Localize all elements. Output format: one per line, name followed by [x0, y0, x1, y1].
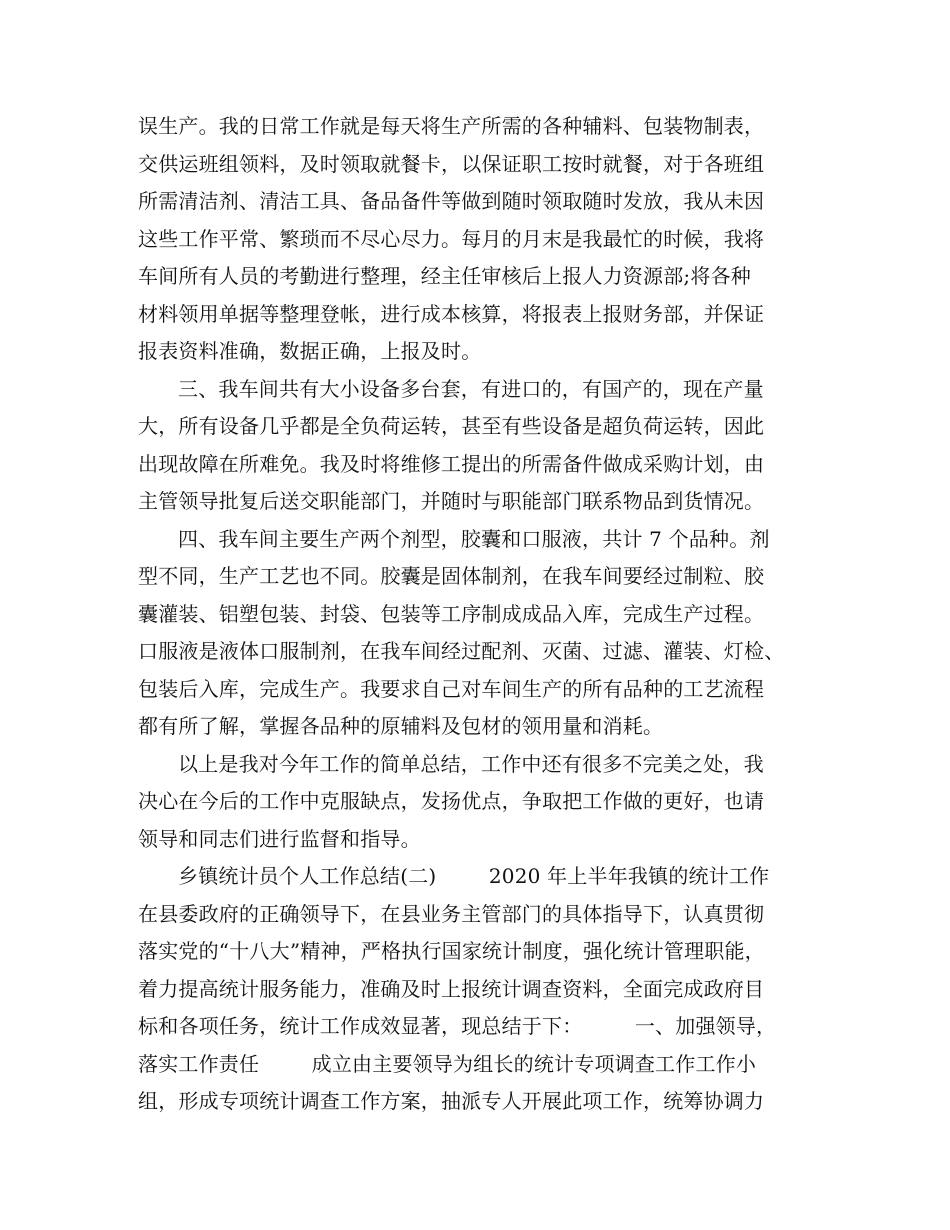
text-line: 四、我车间主要生产两个剂型，胶囊和口服液，共计 7 个品种。剂 — [178, 526, 770, 551]
text-line: 乡镇统计员个人工作总结(二) 2020 年上半年我镇的统计工作 — [178, 864, 770, 888]
text-line: 在县委政府的正确领导下，在县业务主管部门的具体指导下，认真贯彻 — [138, 901, 765, 926]
text-line: 出现故障在所难免。我及时将维修工提出的所需备件做成采购计划，由 — [138, 451, 765, 476]
text-line: 这些工作平常、繁琐而不尽心尽力。每月的月末是我最忙的时候，我将 — [138, 226, 765, 251]
text-line: 所需清洁剂、清洁工具、备品备件等做到随时领取随时发放，我从未因 — [138, 189, 765, 213]
text-line: 领导和同志们进行监督和指导。 — [138, 826, 421, 851]
text-line: 着力提高统计服务能力，准确及时上报统计调查资料，全面完成政府目 — [138, 976, 765, 1001]
text-line: 主管领导批复后送交职能部门，并随时与职能部门联系物品到货情况。 — [138, 489, 765, 513]
text-line: 材料领用单据等整理登帐，进行成本核算，将报表上报财务部，并保证 — [138, 301, 765, 326]
text-line: 误生产。我的日常工作就是每天将生产所需的各种辅料、包装物制表， — [138, 114, 765, 138]
text-line: 以上是我对今年工作的简单总结，工作中还有很多不完美之处，我 — [178, 751, 764, 776]
text-line: 三、我车间共有大小设备多台套，有进口的，有国产的，现在产量 — [178, 376, 764, 401]
text-line: 落实党的“十八大”精神，严格执行国家统计制度，强化统计管理职能， — [138, 939, 765, 963]
text-line: 大，所有设备几乎都是全负荷运转，甚至有些设备是超负荷运转，因此 — [138, 414, 765, 438]
document-body — [138, 108, 828, 1121]
text-line: 交供运班组领料，及时领取就餐卡，以保证职工按时就餐，对于各班组 — [138, 151, 765, 176]
text-line: 囊灌装、铝塑包装、封袋、包装等工序制成成品入库，完成生产过程。 — [138, 601, 765, 626]
text-line: 落实工作责任 成立由主要领导为组长的统计专项调查工作工作小 — [138, 1051, 757, 1076]
text-line: 型不同，生产工艺也不同。胶囊是固体制剂，在我车间要经过制粒、胶 — [138, 564, 765, 588]
text-line: 组，形成专项统计调查工作方案，抽派专人开展此项工作，统筹协调力 — [138, 1089, 765, 1113]
text-line: 报表资料准确，数据正确，上报及时。 — [138, 339, 482, 363]
text-line: 车间所有人员的考勤进行整理，经主任审核后上报人力资源部;将各种 — [138, 264, 751, 288]
text-line: 决心在今后的工作中克服缺点，发扬优点，争取把工作做的更好，也请 — [138, 789, 765, 813]
text-line: 都有所了解，掌握各品种的原辅料及包材的领用量和消耗。 — [138, 714, 664, 738]
text-line: 包装后入库，完成生产。我要求自己对车间生产的所有品种的工艺流程 — [138, 676, 765, 701]
text-line: 口服液是液体口服制剂，在我车间经过配剂、灭菌、过滤、灌装、灯检、 — [138, 639, 785, 663]
text-line: 标和各项任务，统计工作成效显著，现总结于下： 一、加强领导， — [138, 1014, 777, 1038]
